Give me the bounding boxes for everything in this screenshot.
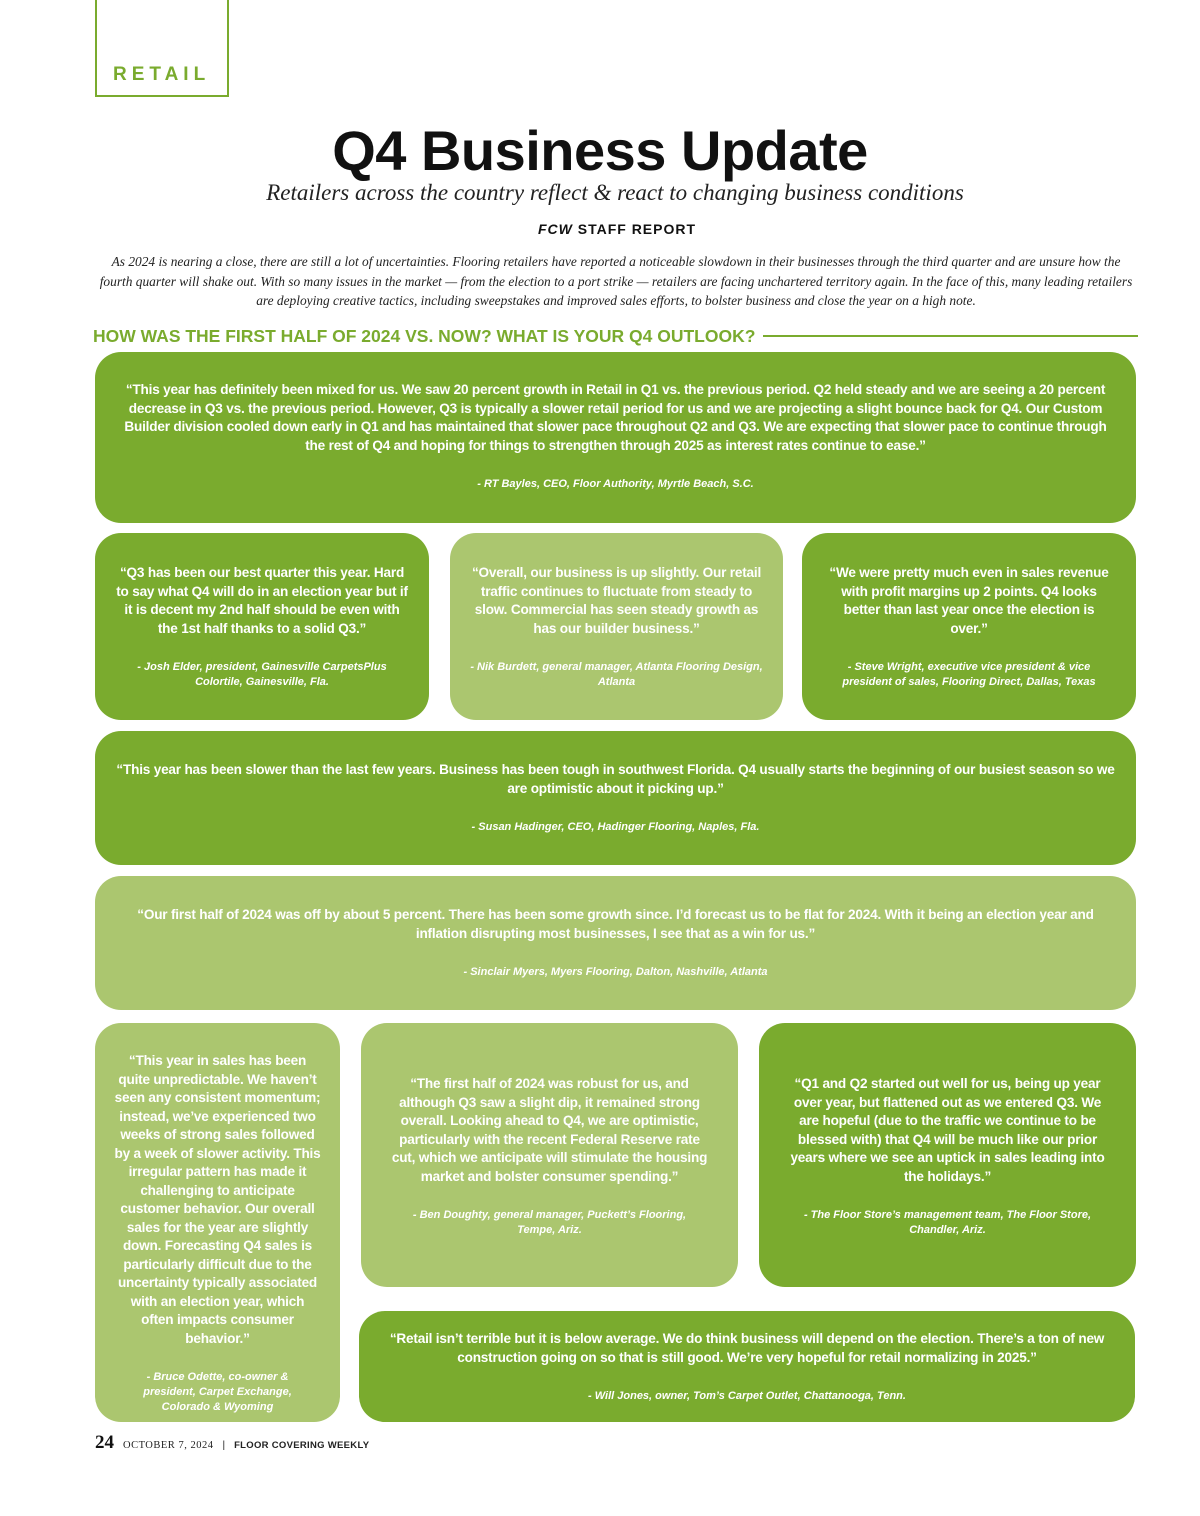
quote-text: “Q1 and Q2 started out well for us, being up year over year, but flattened out as we entered Q3. We are hopeful (due to the traffic we continue to be blessed with) that Q4 will be much like our prior years where we see an uptick in sales leading into the holidays.” <box>790 1076 1105 1184</box>
quote-attribution: - Susan Hadinger, CEO, Hadinger Flooring, Naples, Fla. <box>471 821 760 833</box>
page-number: 24 <box>95 1432 114 1453</box>
issue-date: OCTOBER 7, 2024 <box>123 1440 214 1451</box>
quote-card <box>359 1311 1135 1422</box>
quote-card <box>95 876 1136 1010</box>
footer-separator: | <box>222 1440 226 1451</box>
quote-text: “We were pretty much even in sales revenue with profit margins up 2 points. Q4 looks better than last year once the election is over.” <box>829 565 1109 636</box>
quote-attribution: - Josh Elder, president, Gainesville CarpetsPlus Colortile, Gainesville, Fla. <box>137 661 387 688</box>
quote-attribution: - Will Jones, owner, Tom’s Carpet Outlet, Chattanooga, Tenn. <box>588 1390 906 1402</box>
quote-card <box>802 533 1136 720</box>
quote-attribution: - Bruce Odette, co-owner & president, Carpet Exchange, Colorado & Wyoming <box>143 1371 292 1413</box>
quote-text: “This year in sales has been quite unpredictable. We haven’t seen any consistent momentum; instead, we’ve experienced two weeks of strong sales followed by a week of slower activity. This irregular pattern has made it challenging to anticipate customer behavior. Our overall sales for the year are slightly down. Forecasting Q4 sales is particularly difficult due to the uncertainty typically associated with an election year, which often impacts consumer behavior.” <box>114 1053 321 1346</box>
quote-attribution: - Sinclair Myers, Myers Flooring, Dalton, Nashville, Atlanta <box>463 966 768 978</box>
quote-card <box>95 352 1136 523</box>
quote-attribution: - RT Bayles, CEO, Floor Authority, Myrtle Beach, S.C. <box>477 478 754 490</box>
section-label: RETAIL <box>113 64 211 85</box>
quote-card <box>361 1023 738 1287</box>
quote-card <box>450 533 783 720</box>
byline-publication: FCW <box>537 221 573 237</box>
question-heading <box>93 325 1138 347</box>
quote-text: “Overall, our business is up slightly. Our retail traffic continues to fluctuate from steady to slow. Commercial has seen steady growth as has our builder business.” <box>471 565 762 636</box>
quote-text: “The first half of 2024 was robust for us, and although Q3 saw a slight dip, it remained strong overall. Looking ahead to Q4, we are optimistic, particularly with the recent Federal Reserve rate cut, which we anticipate will stimulate the housing market and bolster consumer spending.” <box>391 1076 708 1184</box>
quote-attribution: - Nik Burdett, general manager, Atlanta Flooring Design, Atlanta <box>470 661 763 688</box>
quote-text: “Q3 has been our best quarter this year. Hard to say what Q4 will do in an election year but if it is decent my 2nd half should be even with the 1st half thanks to a solid Q3.” <box>116 565 408 636</box>
quote-text: “This year has been slower than the last few years. Business has been tough in southwest Florida. Q4 usually starts the beginning of our busiest season so we are optimistic about it picking up.” <box>116 762 1115 796</box>
question-rule <box>763 335 1138 337</box>
quote-card <box>95 1023 340 1422</box>
headline: Q4 Business Update <box>332 119 868 182</box>
subhead: Retailers across the country reflect & react to changing business conditions <box>266 180 964 205</box>
quote-attribution: - Ben Doughty, general manager, Puckett’s Flooring, Tempe, Ariz. <box>412 1209 687 1236</box>
quote-attribution: - Steve Wright, executive vice president & vice president of sales, Flooring Direct, Dallas, Texas <box>842 661 1096 688</box>
byline <box>0 221 1200 237</box>
quote-card <box>759 1023 1136 1287</box>
page-footer <box>95 1432 369 1454</box>
quote-attribution: - The Floor Store’s management team, The Floor Store, Chandler, Ariz. <box>803 1209 1092 1236</box>
intro-paragraph: As 2024 is nearing a close, there are still a lot of uncertainties. Flooring retailers have reported a noticeable slowdown in their businesses through the third quarter and are unsure how the fourth quarter will shake out. With so many issues in the market — from the election to a port strike — retailers are facing unchartered territory again. In the face of this, many leading retailers are deploying creative tactics, including sweepstakes and improved sales efforts, to bolster business and close the year on a high note. <box>99 254 1133 308</box>
byline-text: STAFF REPORT <box>572 221 697 237</box>
quote-text: “Our first half of 2024 was off by about 5 percent. There has been some growth since. I’d forecast us to be flat for 2024. With it being an election year and inflation disrupting most businesses, I see that as a win for us.” <box>137 907 1094 941</box>
quote-card <box>95 731 1136 865</box>
section-tag <box>95 0 229 97</box>
quote-text: “Retail isn’t terrible but it is below average. We do think business will depend on the election. There’s a ton of new construction going on so that is still good. We’re very hopeful for retail normalizing in 2025.” <box>389 1331 1105 1365</box>
quote-text: “This year has definitely been mixed for us. We saw 20 percent growth in Retail in Q1 vs. the previous period. Q2 held steady and we are seeing a 20 percent decrease in Q3 vs. the previous period. However, Q3 is typically a slower retail period for us and we are projecting a slight bounce back for Q4. Our Custom Builder division cooled down early in Q1 and has maintained that slower pace throughout Q2 and Q3. We are expecting that slower pace to continue through the rest of Q4 and hoping for things to strengthen through 2025 as interest rates continue to ease.” <box>124 382 1107 453</box>
publication-name: FLOOR COVERING WEEKLY <box>234 1440 370 1451</box>
question-text: HOW WAS THE FIRST HALF OF 2024 VS. NOW? WHAT IS YOUR Q4 OUTLOOK? <box>93 325 756 346</box>
quote-card <box>95 533 429 720</box>
